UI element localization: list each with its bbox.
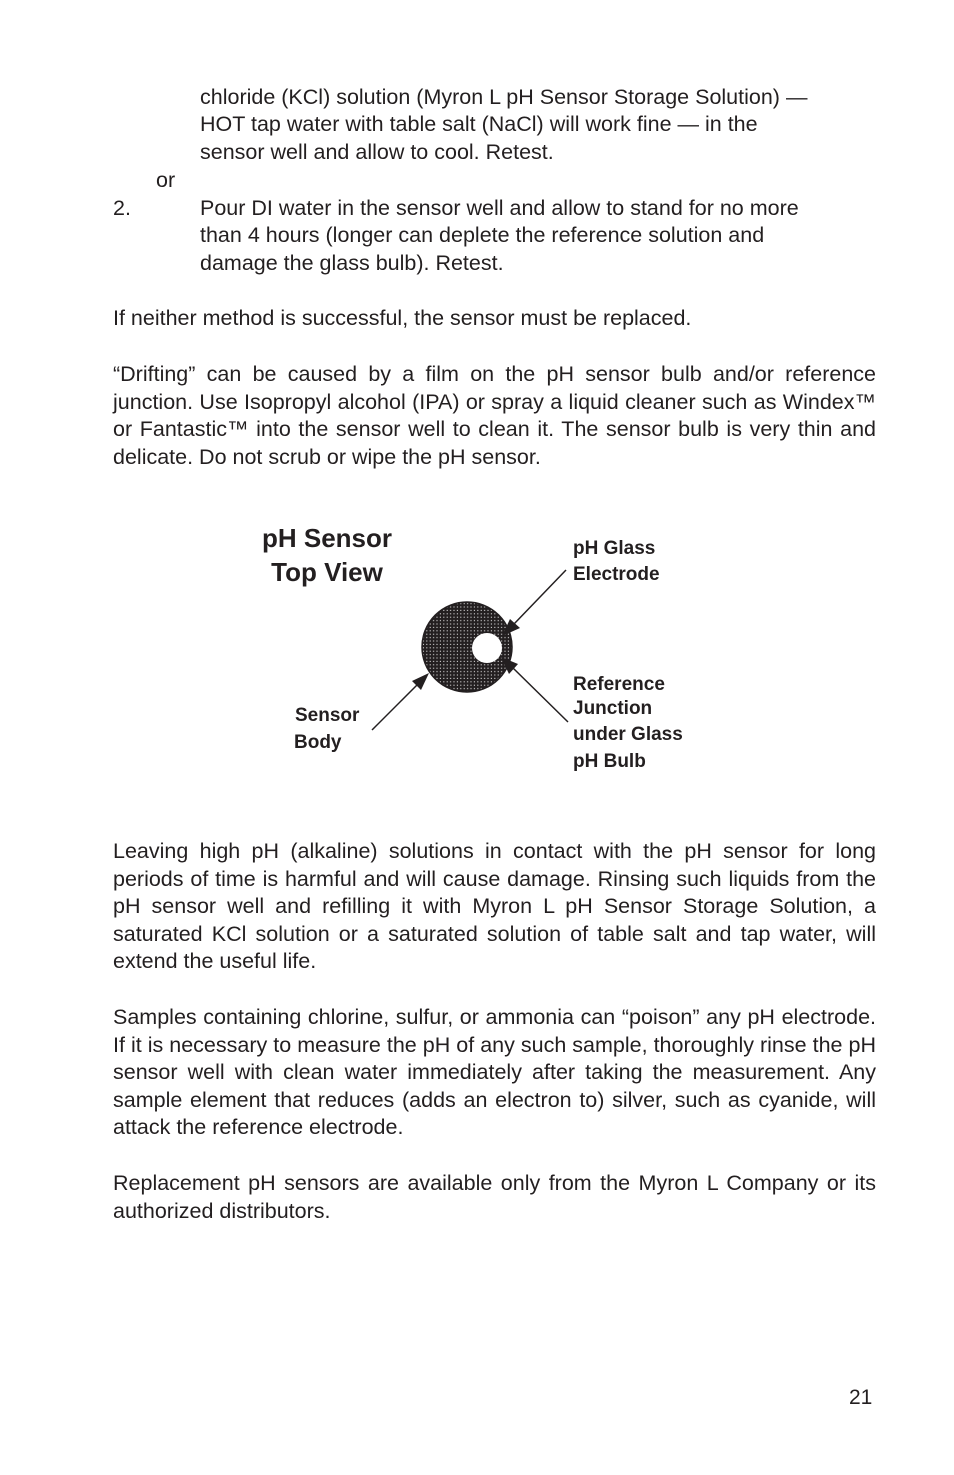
list-item-2-line-2: than 4 hours (longer can deplete the reference solution and [200, 223, 765, 247]
label-reference: Reference [573, 674, 665, 695]
label-body: Body [294, 732, 342, 753]
drifting-paragraph: “Drifting” can be caused by a film on the pH sensor bulb and/or reference junction. Use Isopropyl alcohol (IPA) or spray a liquid cleaner such as Windex™ or Fantastic™ into the sensor well to clean it. The sensor bulb is very thin and delicate. Do not scrub or wipe the pH sensor. [113, 362, 876, 469]
label-junction: Junction [573, 698, 653, 719]
list-separator-or: or [156, 168, 176, 192]
sensor-body-arrow [372, 684, 418, 730]
replacement-paragraph: Replacement pH sensors are available only from the Myron L Company or its authorized distributors. [113, 1171, 876, 1223]
label-ph-bulb: pH Bulb [573, 751, 646, 772]
poison-paragraph: Samples containing chlorine, sulfur, or ammonia can “poison” any pH electrode. If it is necessary to measure the pH of any such sample, thoroughly rinse the pH sensor well with clean water immediately after taking the measurement. Any sample element that reduces (adds an electron to) silver, such as cyanide, will attack the reference electrode. [113, 1005, 876, 1139]
list-item-2-line-3: damage the glass bulb). Retest. [200, 251, 504, 275]
replace-note-paragraph: If neither method is successful, the sensor must be replaced. [113, 306, 692, 330]
glass-electrode-circle [472, 633, 502, 663]
label-ph-glass: pH Glass [573, 538, 656, 559]
reference-junction-arrow [513, 668, 568, 722]
label-under-glass: under Glass [573, 724, 683, 745]
page-number: 21 [849, 1386, 873, 1409]
list-item-2-number: 2. [113, 196, 131, 220]
diagram-title-line-1: pH Sensor [261, 523, 393, 553]
diagram-title-line-2: Top View [271, 557, 383, 587]
alkaline-paragraph: Leaving high pH (alkaline) solutions in contact with the pH sensor for long periods of time is harmful and will cause damage. Rinsing such liquids from the pH sensor well and refilling it with Myron L pH Sensor Storage Solution, a saturated KCl solution or a saturated solution of table salt and tap water, will extend the useful life. [113, 839, 876, 973]
list-item-2-line-1: Pour DI water in the sensor well and allow to stand for no more [200, 196, 799, 220]
list-item-1-line-3: sensor well and allow to cool. Retest. [200, 140, 554, 164]
label-sensor: Sensor [295, 705, 360, 726]
list-item-1-line-2: HOT tap water with table salt (NaCl) will work fine — in the [200, 112, 758, 136]
glass-electrode-arrow [514, 570, 566, 624]
label-electrode: Electrode [573, 564, 660, 585]
list-item-1-line-1: chloride (KCl) solution (Myron L pH Sensor Storage Solution) — [200, 85, 808, 109]
